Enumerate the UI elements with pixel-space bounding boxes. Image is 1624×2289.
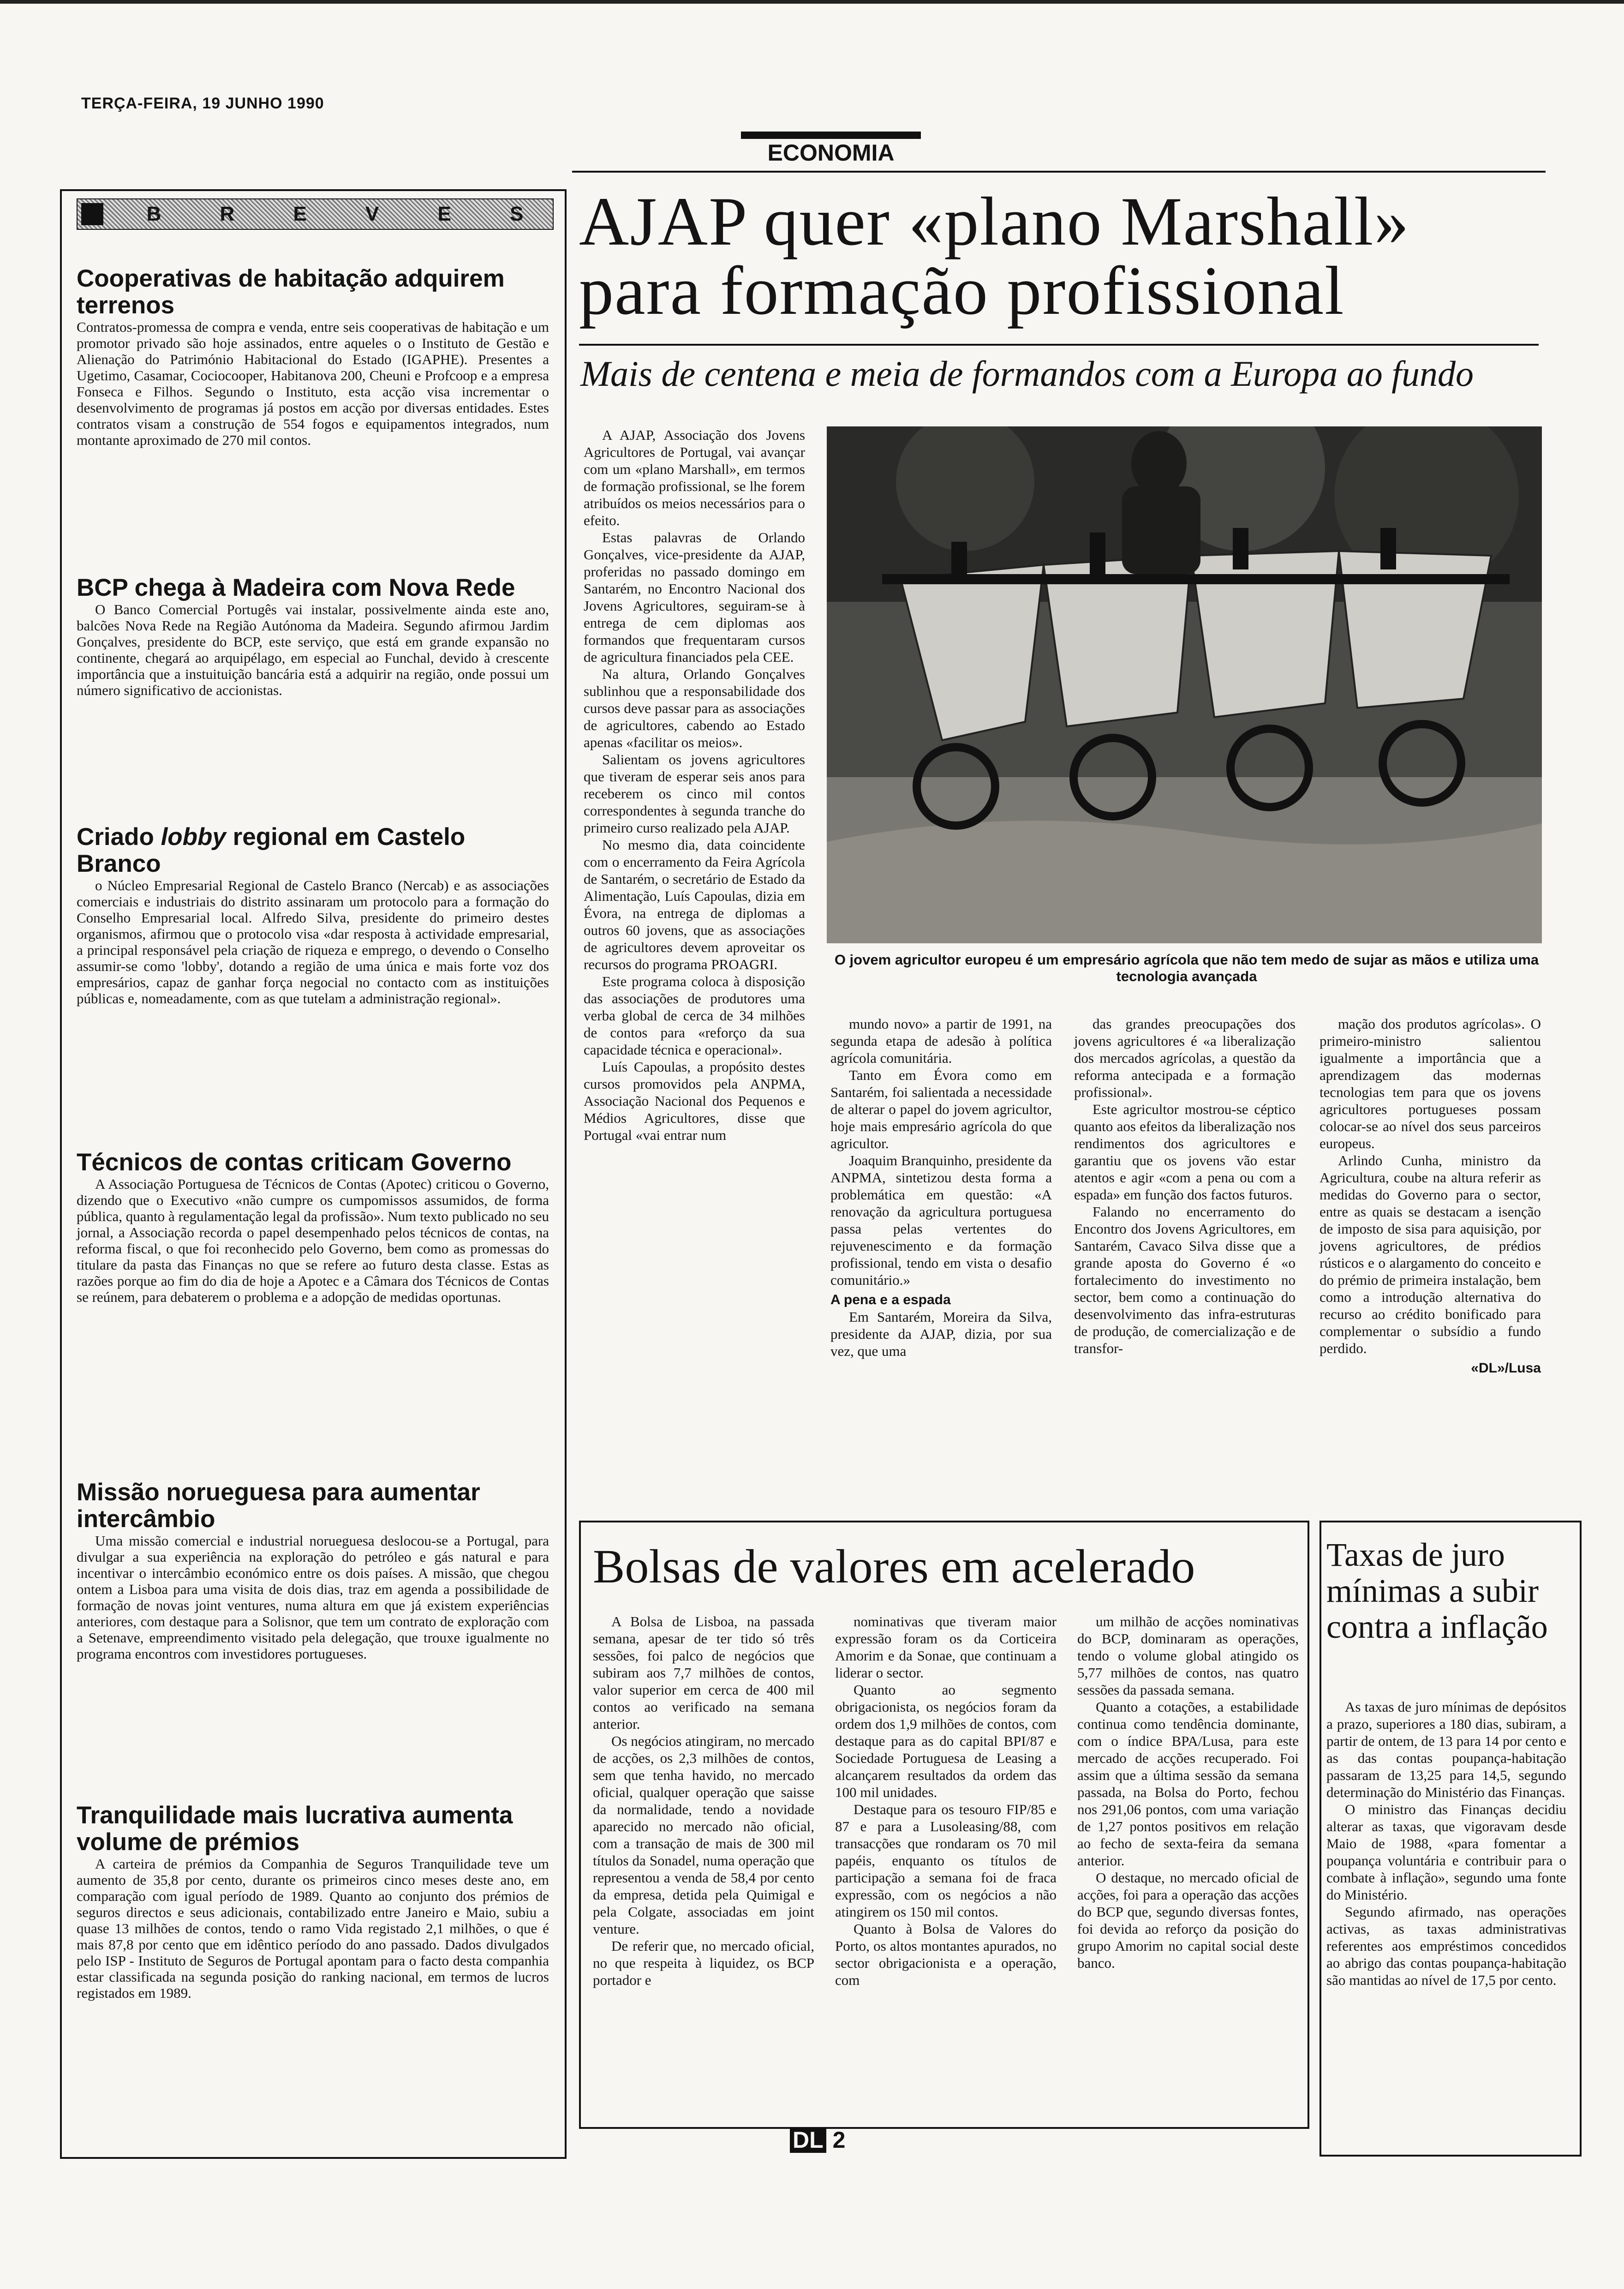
breves-letter: B	[146, 203, 161, 225]
article-column-4	[1320, 1015, 1541, 1377]
paragraph: No mesmo dia, data coincidente com o encerramento da Feira Agrícola de Santarém, o secretário de Estado da Alimentação, Luís Capoulas, dizia em Évora, na entrega de diplomas a outros 60 jovens, que as associações de agricultores devem aproveitar os recursos do programa PROAGRI.	[584, 837, 805, 972]
article-column-2	[830, 1015, 1052, 1360]
bolsas-column-3	[1077, 1613, 1299, 1971]
brief-body: O Banco Comercial Portugês vai instalar, possivelmente ainda este ano, balcões Nova Rede na Região Autónoma da Madeira. Segundo afirmou Jardim Gonçalves, presidente do BCP, este serviço, que está em grande expansão no continente, chegará ao arquipélago, em especial ao Funchal, devido à crescente importância que a instuituição bancária está a adquirir na região, onde possui um número significativo de accionistas.	[77, 601, 549, 698]
section-label: ECONOMIA	[767, 140, 895, 166]
paragraph: um milhão de acções nominativas do BCP, dominaram as operações, tendo o volume global atingido os 5,77 milhões de contos, nas quatro sessões da passada semana.	[1077, 1613, 1299, 1698]
paragraph: Na altura, Orlando Gonçalves sublinhou que a responsabilidade dos cursos deve passar para as associações de agricultores, cabendo ao Estado apenas «facilitar os meios».	[584, 666, 805, 750]
brief-title-part: Criado	[77, 823, 161, 851]
brief-item	[77, 265, 549, 448]
paragraph: Destaque para os tesouro FIP/85 e 87 e para a Lusoleasing/88, com transacções que rondaram os 70 mil papéis, enquanto os títulos de participação a semana foi de fraca expressão, com os negócios a não atingirem os 150 mil contos.	[835, 1801, 1057, 1920]
brief-item	[77, 1802, 549, 2001]
paragraph: Segundo afirmado, nas operações activas, as taxas administrativas referentes aos empréstimos concedidos ao abrigo das contas poupança-habitação são mantidas ao nível de 17,5 por cento.	[1326, 1904, 1566, 1988]
bolsas-headline: Bolsas de valores em acelerado	[593, 1540, 1195, 1593]
byline: «DL»/Lusa	[1471, 1360, 1541, 1376]
paragraph: A Bolsa de Lisboa, na passada semana, apesar de ter tido só três sessões, foi palco de negócios que subiram aos 7,7 milhões de contos, valor superior em cerca de 400 mil contos ao verificado na semana anterior.	[593, 1613, 814, 1732]
paragraph: Falando no encerramento do Encontro dos Jovens Agricultores, em Santarém, Cavaco Silva disse que a grande aposta do Governo é «o fortalecimento do investimento no sector, bem como a continuação do desenvolvimento das infra-estruturas de produção, de comercialização e de transfor-	[1074, 1204, 1296, 1356]
page-number: 2	[832, 2127, 846, 2153]
headline-rule	[579, 344, 1539, 346]
paragraph: mação dos produtos agrícolas». O primeiro-ministro salientou igualmente a importância que a aprendizagem das modernas tecnologias tem para que os jovens agricultores portugueses possam colocar-se ao nível dos seus parceiros europeus.	[1320, 1016, 1541, 1151]
taxas-column	[1326, 1698, 1566, 1989]
paragraph: mundo novo» a partir de 1991, na segunda etapa de adesão à política agrícola comunitária.	[830, 1016, 1052, 1066]
logo-mark: DL	[790, 2127, 826, 2153]
paragraph: Estas palavras de Orlando Gonçalves, vice-presidente da AJAP, proferidas no passado domingo em Santarém, no Encontro Nacional dos Jovens Agricultores, seguiram-se à entrega de cem diplomas aos formandos que frequentaram cursos de agricultura financiados pela CEE.	[584, 529, 805, 665]
breves-letter: E	[293, 203, 307, 225]
paragraph: Quanto ao segmento obrigacionista, os negócios foram da ordem dos 1,9 milhões de contos, com destaque para as do capital BPI/87 e Sociedade Portuguesa de Leasing a alcançarem resultados da ordem das 100 mil unidades.	[835, 1682, 1057, 1800]
main-headline	[579, 183, 1548, 329]
headline-line: AJAP quer «plano Marshall»	[579, 183, 1410, 260]
bolsas-column-1	[593, 1613, 814, 1989]
farm-machine-photo	[827, 426, 1542, 943]
bolsas-column-2	[835, 1613, 1057, 1989]
brief-title: Missão norueguesa para aumentar intercâmbio	[77, 1479, 480, 1533]
breves-letter: S	[510, 203, 524, 225]
article-column-1	[584, 426, 805, 1144]
brief-body: A Associação Portuguesa de Técnicos de Contas (Apotec) criticou o Governo, dizendo que o Executivo «não cumpre os cumpomissos assumidos, de forma pública, quanto à regulamentação legal da profissão». Num texto publicado no seu jornal, a Associação recorda o papel desempenhado pelos técnicos de contas, na reforma fiscal, o que foi reconhecido pelo Governo, bem como as promessas do titulare da pasta das Finanças no que se refere ao futuro desta classe. Estas as razões porque ao fim do dia de hoje a Apotec e a Câmara dos Técnicos de Contas se reúnem, para debaterem o problema e a adopção de medidas oportunas.	[77, 1176, 549, 1305]
paragraph: Luís Capoulas, a propósito destes cursos promovidos pela ANPMA, Associação Nacional dos Pequenos e Médios Agricultores, disse que Portugal «vai entrar num	[584, 1059, 805, 1143]
breves-letters	[117, 203, 553, 226]
brief-title: Cooperativas de habitação adquirem terrenos	[77, 265, 505, 319]
paragraph: Joaquim Branquinho, presidente da ANPMA, sintetizou desta forma a problemática em questão: «A renovação da agricultura portuguesa passa pelas vertentes do rejuvenescimento e da formação profissional, tendo em vista o desafio comunitário.»	[830, 1152, 1052, 1288]
page-date: TERÇA-FEIRA, 19 JUNHO 1990	[81, 95, 324, 112]
brief-title-emphasis: lobby	[161, 823, 226, 851]
paragraph: As taxas de juro mínimas de depósitos a prazo, superiores a 180 dias, subiram, a partir de ontem, de 13 para 14 por cento e as das contas poupança-habitação passaram de 13,25 para 14,5, segundo determinação do Ministério das Finanças.	[1326, 1699, 1566, 1800]
brief-body: A carteira de prémios da Companhia de Seguros Tranquilidade teve um aumento de 35,8 por cento, durante os primeiros cinco meses deste ano, em comparação com igual período de 1989. Quanto ao conjunto dos prémios de seguros directos e seus adicionais, contabilizado entre Janeiro e Maio, subiu a quase 13 milhões de contos, tendo o ramo Vida registado 2,1 milhões, o que é mais 87,8 por cento que em idêntico período do ano passado. Dados divulgados pelo ISP - Instituto de Seguros de Portugal apontam para o facto desta companhia estar classificada na segunda posição do ranking nacional, em termos de lucros registados em 1989.	[77, 1856, 549, 2001]
breves-marker	[81, 203, 103, 225]
breves-letter: V	[365, 203, 379, 225]
paragraph: das grandes preocupações dos jovens agricultores é «a liberalização dos mercados agrícolas, a questão da reforma antecipada e a formação profissional».	[1074, 1016, 1296, 1100]
section-bar	[741, 132, 921, 139]
paragraph: Tanto em Évora como em Santarém, foi salientada a necessidade de alterar o papel do jovem agricultor, hoje mais empresário agrícola do que agricultor.	[830, 1067, 1052, 1151]
breves-letter: E	[437, 203, 451, 225]
article-column-3	[1074, 1015, 1296, 1357]
breves-letter: R	[220, 203, 235, 225]
photo-caption: O jovem agricultor europeu é um empresário agrícola que não tem medo de sujar as mãos e utiliza uma tecnologia avançada	[834, 952, 1539, 984]
breves-label-bar	[77, 198, 554, 230]
section-rule	[572, 171, 1546, 173]
paragraph: A AJAP, Associação dos Jovens Agricultores de Portugal, vai avançar com um «plano Marshall», em termos de formação profissional, se lhe forem atribuídos os meios necessários para o efeito.	[584, 427, 805, 528]
paragraph: De referir que, no mercado oficial, no que respeita à liquidez, os BCP portador e	[593, 1938, 814, 1988]
paragraph: Quanto à Bolsa de Valores do Porto, os altos montantes apurados, no sector obrigacionista e a operação, com	[835, 1921, 1057, 1988]
headline-line: para formação profissional	[579, 252, 1345, 329]
brief-body: Uma missão comercial e industrial norueguesa deslocou-se a Portugal, para divulgar a sua experiência na exploração do petróleo e gás natural e para incentivar o intercâmbio económico entre os dois países. A missão, que chegou ontem a Lisboa para uma visita de dois dias, traz em agenda a possibilidade de formação de novas joint ventures, numa altura em que já existem experiências anteriores, com destaque para a Solisnor, que tem um contrato de exploração com a Setenave, empreendimento visitado pela delegação, que trouxe igualmente no programa encontros com investidores portugueses.	[77, 1533, 549, 1662]
paragraph: Os negócios atingiram, no mercado de acções, os 2,3 milhões de contos, sem que tenha havido, no mercado oficial, qualquer operação que saisse da normalidade, tendo a novidade aparecido no mercado não oficial, com a transação de mais de 300 mil títulos da Sonadel, numa operação que representou a venda de 58,4 por cento da empresa, detida pela Quimigal e pela Colgate, associadas em joint venture.	[593, 1733, 814, 1937]
paragraph: Em Santarém, Moreira da Silva, presidente da AJAP, dizia, por sua vez, que uma	[830, 1309, 1052, 1359]
paragraph: Salientam os jovens agricultores que tiveram de esperar seis anos para receberem os cinco mil contos correspondentes à segunda tranche do primeiro curso realizado pela AJAP.	[584, 751, 805, 836]
brief-body: Contratos-promessa de compra e venda, entre seis cooperativas de habitação e um promotor privado são hoje assinados, entre aqueles o o Instituto de Gestão e Alienação do Património Habitacional do Estado (IGAPHE). Presentes a Ugetimo, Casamar, Cociocooper, Habitanova 200, Cheuni e Profcoop e a empresa Fonseca e Filhos. Segundo o Instituto, esta acção visa incrementar o desenvolvimento de programas já postos em acção por diversas entidades. Estes contratos visam a construção de 554 fogos e equipamentos integrados, num montante aproximado de 270 mil contos.	[77, 319, 549, 448]
brief-body: o Núcleo Empresarial Regional de Castelo Branco (Nercab) e as associações comerciais e industriais do distrito assinaram um protocolo para a formação do Conselho Empresarial local. Alfredo Silva, presidente do primeiro destes organismos, afirmou que o protocolo visa «dar resposta à actividade empresarial, a principal responsável pela criação de riqueza e emprego, o devendo o Conselho assumir-se como 'lobby', dotando a região de uma única e mais forte voz dos empresários, capaz de ganhar força negocial no contacto com as instituições públicas e, nomeadamente, com as que tutelam a administração regional».	[77, 877, 549, 1007]
paragraph: O destaque, no mercado oficial de acções, foi para a operação das acções do BCP que, segundo diversas fontes, foi devida ao reforço da posição do grupo Amorim no capital social deste banco.	[1077, 1870, 1299, 1971]
brief-title: BCP chega à Madeira com Nova Rede	[77, 574, 515, 601]
brief-item	[77, 1149, 549, 1305]
page-footer	[790, 2127, 845, 2153]
paragraph: Este agricultor mostrou-se céptico quanto aos efeitos da liberalização nos rendimentos dos agricultores e garantiu que os jovens vão estar atentos e agir «com a pena ou com a espada» em função dos factos futuros.	[1074, 1101, 1296, 1203]
brief-title-part: regional em Castelo Branco	[77, 823, 466, 877]
brief-title: Tranquilidade mais lucrativa aumenta volume de prémios	[77, 1802, 513, 1856]
brief-item	[77, 575, 549, 698]
paragraph: Este programa coloca à disposição das associações de produtores uma verba global de cerca de 34 milhões de contos para «reforço da sua capacidade técnica e operacional».	[584, 973, 805, 1058]
paragraph: nominativas que tiveram maior expressão foram os da Corticeira Amorim e da Sonae, que continuam a liderar o sector.	[835, 1613, 1057, 1681]
top-border	[0, 0, 1624, 4]
article-photo	[827, 426, 1542, 943]
taxas-headline: Taxas de juro mínimas a subir contra a inflação	[1326, 1536, 1548, 1645]
paragraph: O ministro das Finanças decidiu alterar as taxas, que vigoravam desde Maio de 1988, «para fomentar a poupança voluntária e contribuir para o combate à inflação», segundo uma fonte do Ministério.	[1326, 1801, 1566, 1903]
brief-item	[77, 824, 549, 1007]
deck: Mais de centena e meia de formandos com a Europa ao fundo	[580, 354, 1474, 394]
brief-title	[77, 824, 549, 877]
paragraph: Quanto a cotações, a estabilidade continua como tendência dominante, com o índice BPA/Lusa, para este mercado de acções recuperado. Foi assim que a última sessão da semana passada, na Bolsa do Porto, fechou nos 291,06 pontos, com uma variação de 1,27 pontos positivos em relação ao fecho de sexta-feira da semana anterior.	[1077, 1699, 1299, 1869]
paragraph: Arlindo Cunha, ministro da Agricultura, coube na altura referir as medidas do Governo para o sector, entre as quais se destacam a isenção de imposto de sisa para aquisição, por jovens agricultores, de prédios rústicos e o alargamento do conceito e do prémio de primeira instalação, bem como a introdução alternativa do recurso ao crédito bonificado para complementar o subsídio a fundo perdido.	[1320, 1152, 1541, 1356]
brief-title: Técnicos de contas criticam Governo	[77, 1149, 512, 1176]
brief-item	[77, 1479, 549, 1662]
subheading: A pena e a espada	[830, 1292, 951, 1307]
